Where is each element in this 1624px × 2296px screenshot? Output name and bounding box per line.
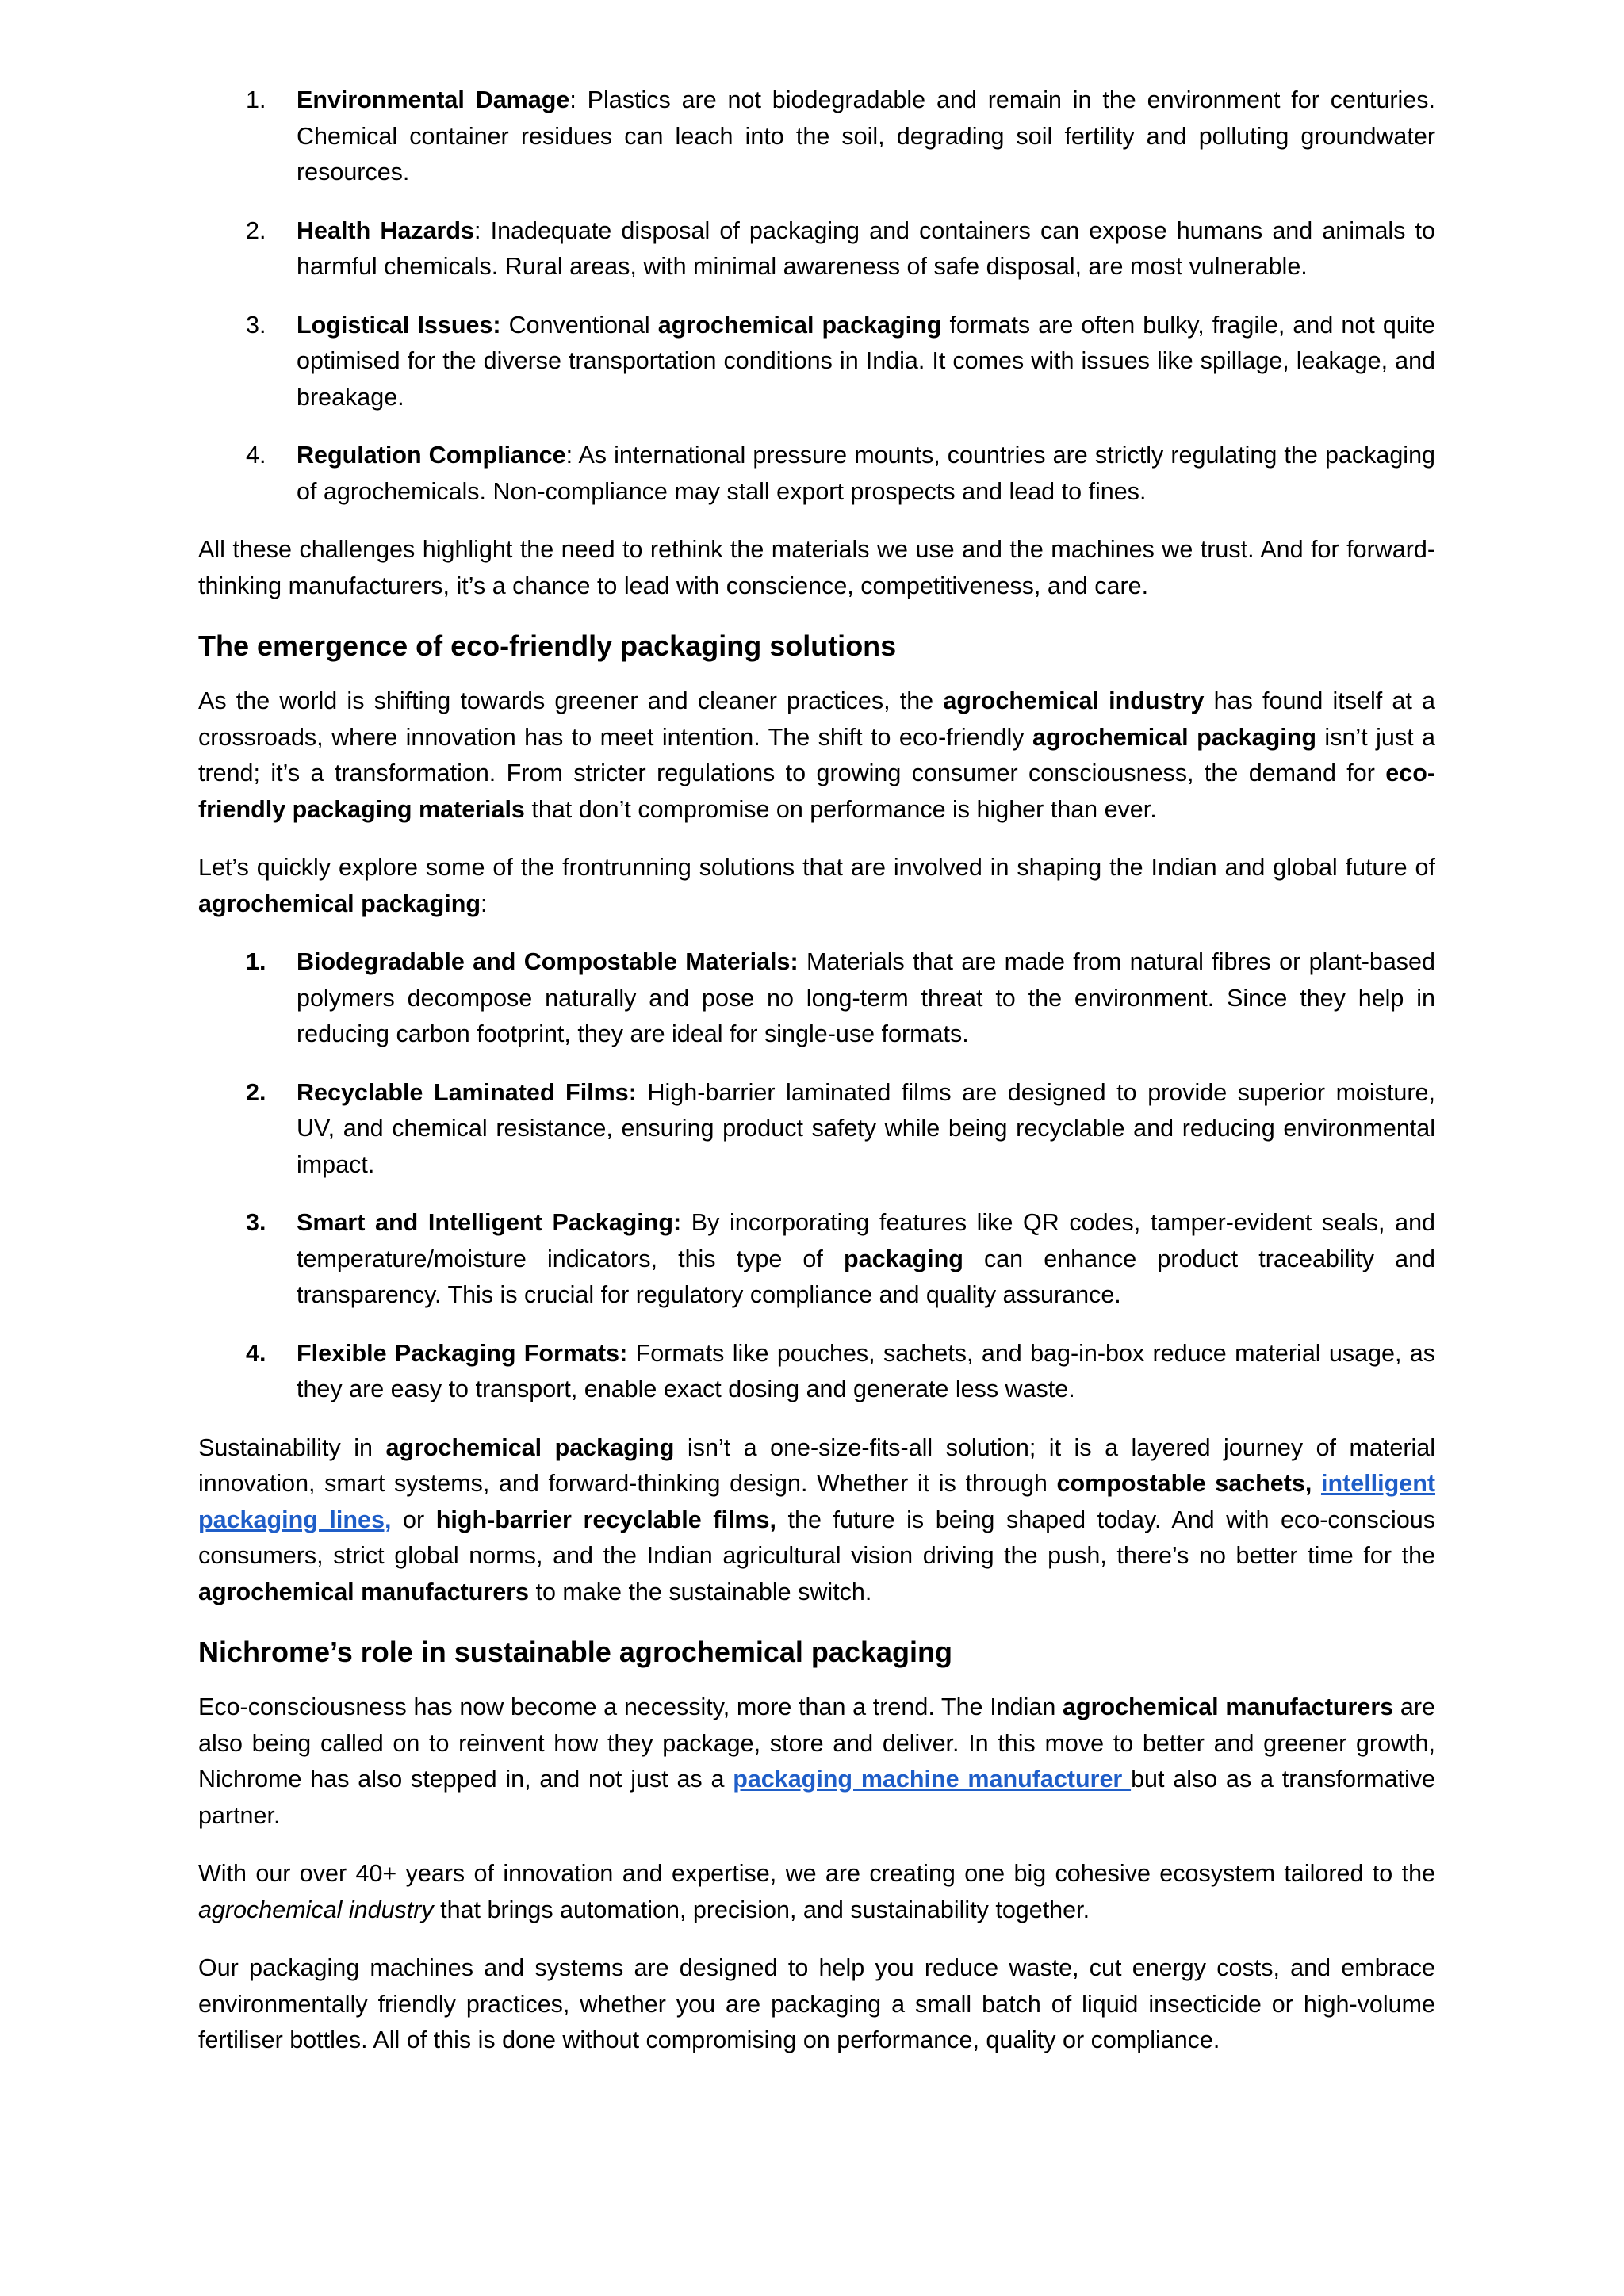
text-run: isn’t just a trend; it’s a transformation. From stricter regulations to growing consumer consciousness, the demand for [198,723,1435,786]
text-run: : [480,890,488,917]
list-number: 1. [246,86,266,113]
list-item [198,1336,1435,1408]
bold-text: Biodegradable and Compostable Materials: [297,948,799,975]
list-number: 2. [246,1078,266,1106]
text-run: that brings automation, precision, and sustainability together. [433,1896,1090,1923]
bold-text: eco-friendly packaging materials [198,760,1435,823]
list-item [198,438,1435,510]
bold-text: Flexible Packaging Formats: [297,1339,628,1367]
text-run: : Plastics are not biodegradable and remain in the environment for centuries. Chemical container residues can leach into the soil, degrading soil fertility and polluting groundwater resources. [297,86,1435,186]
challenges-list [198,82,1435,510]
list-number: 4. [246,442,266,469]
text-run: : Inadequate disposal of packaging and containers can expose humans and animals to harmful chemicals. Rural areas, with minimal awareness of safe disposal, are most vulnerable. [297,216,1435,280]
bold-text: packaging [843,1245,963,1272]
list-number: 3. [246,311,266,339]
text-run: All these challenges highlight the need to rethink the materials we use and the machines we trust. And for forward-thinking manufacturers, it’s a chance to lead with conscience, competitiveness, and care. [198,536,1435,599]
bold-text: agrochemical manufacturers [1063,1693,1394,1720]
text-run: the future is being shaped today. And with eco-conscious consumers, strict global norms, and the Indian agricultural vision driving the push, there’s no better time for the [198,1506,1435,1569]
text-run [1312,1470,1321,1497]
eco-intro-paragraph [198,683,1435,828]
bold-text: agrochemical packaging [198,890,481,917]
text-run: or [391,1506,436,1533]
bold-text: compostable sachets, [1056,1470,1312,1497]
hyperlink[interactable]: packaging machine manufacturer [733,1766,1132,1793]
hyperlink[interactable]: intelligent packaging lines, [198,1470,1435,1533]
text-run: Formats like pouches, sachets, and bag-in-box reduce material usage, as they are easy to transport, enable exact dosing and generate less waste. [297,1339,1435,1402]
bold-text: agrochemical manufacturers [198,1578,529,1605]
text-run: As the world is shifting towards greener and cleaner practices, the [198,687,944,714]
bold-text: agrochemical industry [943,687,1205,714]
bold-text: high-barrier recyclable films, [435,1506,776,1533]
machines-paragraph [198,1950,1435,2059]
solutions-list [198,944,1435,1408]
text-run: Materials that are made from natural fibres or plant-based polymers decompose naturally and pose no long-term threat to the environment. Since they help in reducing carbon footprint, they are ideal for single-use formats. [297,948,1435,1047]
section-heading-eco-friendly: The emergence of eco-friendly packaging solutions [198,629,897,662]
list-item [198,213,1435,285]
list-number: 3. [246,1209,266,1236]
bold-text: Environmental Damage [297,86,570,113]
list-item [198,1075,1435,1184]
list-number: 2. [246,216,266,244]
bold-text: Recyclable Laminated Films: [297,1078,637,1106]
text-run: Eco-consciousness has now become a necessity, more than a trend. The Indian [198,1693,1063,1720]
list-item [198,308,1435,416]
text-run: Sustainability in [198,1433,386,1461]
bold-text: Health Hazards [297,216,474,244]
solutions-intro-paragraph [198,850,1435,922]
bold-text: Regulation Compliance [297,442,566,469]
list-item [198,1205,1435,1314]
text-run: to make the sustainable switch. [529,1578,872,1605]
text-run: : As international pressure mounts, countries are strictly regulating the packaging of agrochemicals. Non-compliance may stall export prospects and lead to fines. [297,442,1435,505]
italic-text: agrochemical industry [198,1896,434,1923]
text-run: Let’s quickly explore some of the frontrunning solutions that are involved in shaping the Indian and global future of [198,854,1435,881]
text-run: isn’t a one-size-fits-all solution; it is a layered journey of material innovation, smart systems, and forward-thinking design. Whether it is through [198,1433,1435,1497]
bold-text: agrochemical packaging [657,311,942,339]
list-item [198,944,1435,1053]
bold-text: agrochemical packaging [385,1433,675,1461]
sustainability-paragraph [198,1430,1435,1611]
nichrome-intro-paragraph [198,1689,1435,1834]
text-run: By incorporating features like QR codes, tamper-evident seals, and temperature/moisture indicators, this type of [297,1209,1435,1272]
list-number: 1. [246,948,266,975]
text-run: that don’t compromise on performance is higher than ever. [524,795,1157,823]
text-run: are also being called on to reinvent how they package, store and deliver. In this move to better and greener growth, Nichrome has also stepped in, and not just as a [198,1693,1435,1793]
list-number: 4. [246,1339,266,1367]
list-item [198,82,1435,191]
text-run: has found itself at a crossroads, where innovation has to meet intention. The shift to eco-friendly [198,687,1436,751]
text-run: High-barrier laminated films are designed to provide superior moisture, UV, and chemical resistance, ensuring product safety while being recyclable and reducing environmental impact. [297,1078,1435,1178]
text-run: formats are often bulky, fragile, and not quite optimised for the diverse transportation conditions in India. It comes with issues like spillage, leakage, and breakage. [297,311,1436,411]
text-run: but also as a transformative partner. [198,1766,1435,1829]
bold-text: Logistical Issues: [297,311,501,339]
text-run: can enhance product traceability and transparency. This is crucial for regulatory compliance and quality assurance. [297,1245,1435,1308]
expertise-paragraph [198,1856,1435,1928]
challenges-summary-paragraph [198,532,1435,604]
bold-text: Smart and Intelligent Packaging: [297,1209,682,1236]
section-heading-nichrome-role: Nichrome’s role in sustainable agrochemical packaging [198,1636,952,1668]
text-run: With our over 40+ years of innovation and expertise, we are creating one big cohesive ecosystem tailored to the [198,1860,1435,1887]
text-run: Conventional [500,311,658,339]
text-run: Our packaging machines and systems are designed to help you reduce waste, cut energy costs, and embrace environmentally friendly practices, whether you are packaging a small batch of liquid insecticide or high-volume fertiliser bottles. All of this is done without compromising on performance, quality or compliance. [198,1954,1435,2053]
bold-text: agrochemical packaging [1032,723,1316,751]
